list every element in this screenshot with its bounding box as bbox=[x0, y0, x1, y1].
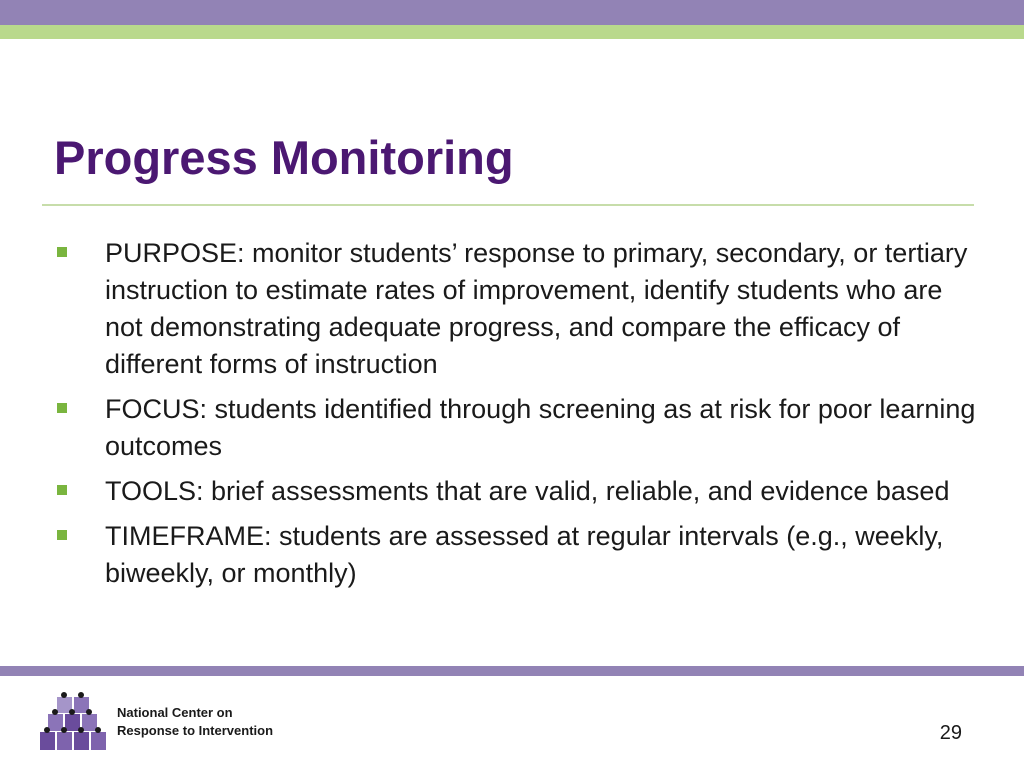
organization-name bbox=[117, 704, 273, 740]
page-number: 29 bbox=[939, 722, 962, 744]
logo-cube-row-bottom bbox=[40, 732, 106, 750]
title-divider bbox=[42, 204, 974, 206]
stacked-cubes-logo-icon bbox=[38, 690, 108, 752]
bullet-text: TOOLS: brief assessments that are valid, reliable, and evidence based bbox=[105, 476, 950, 506]
org-name-line1: National Center on bbox=[117, 705, 233, 720]
square-bullet-icon bbox=[57, 485, 67, 495]
bullet-text: PURPOSE: monitor students’ response to primary, secondary, or tertiary instruction to estimate rates of improvement, identify students who are not demonstrating adequate progress, and compare the efficacy of different forms of instruction bbox=[105, 238, 968, 379]
top-purple-band bbox=[0, 0, 1024, 25]
bullet-text: FOCUS: students identified through screening as at risk for poor learning outcomes bbox=[105, 394, 976, 461]
top-green-band bbox=[0, 25, 1024, 39]
logo-cube-row-middle bbox=[48, 714, 97, 731]
square-bullet-icon bbox=[57, 403, 67, 413]
bullet-focus bbox=[56, 391, 976, 465]
bullet-purpose bbox=[56, 235, 976, 383]
footer-purple-band bbox=[0, 666, 1024, 676]
bullet-text: TIMEFRAME: students are assessed at regular intervals (e.g., weekly, biweekly, or monthly) bbox=[105, 521, 944, 588]
square-bullet-icon bbox=[57, 530, 67, 540]
slide-title: Progress Monitoring bbox=[54, 131, 514, 184]
bullet-timeframe bbox=[56, 518, 976, 592]
square-bullet-icon bbox=[57, 247, 67, 257]
bullet-list bbox=[56, 235, 976, 600]
org-name-line2: Response to Intervention bbox=[117, 723, 274, 738]
bullet-tools bbox=[56, 473, 976, 510]
